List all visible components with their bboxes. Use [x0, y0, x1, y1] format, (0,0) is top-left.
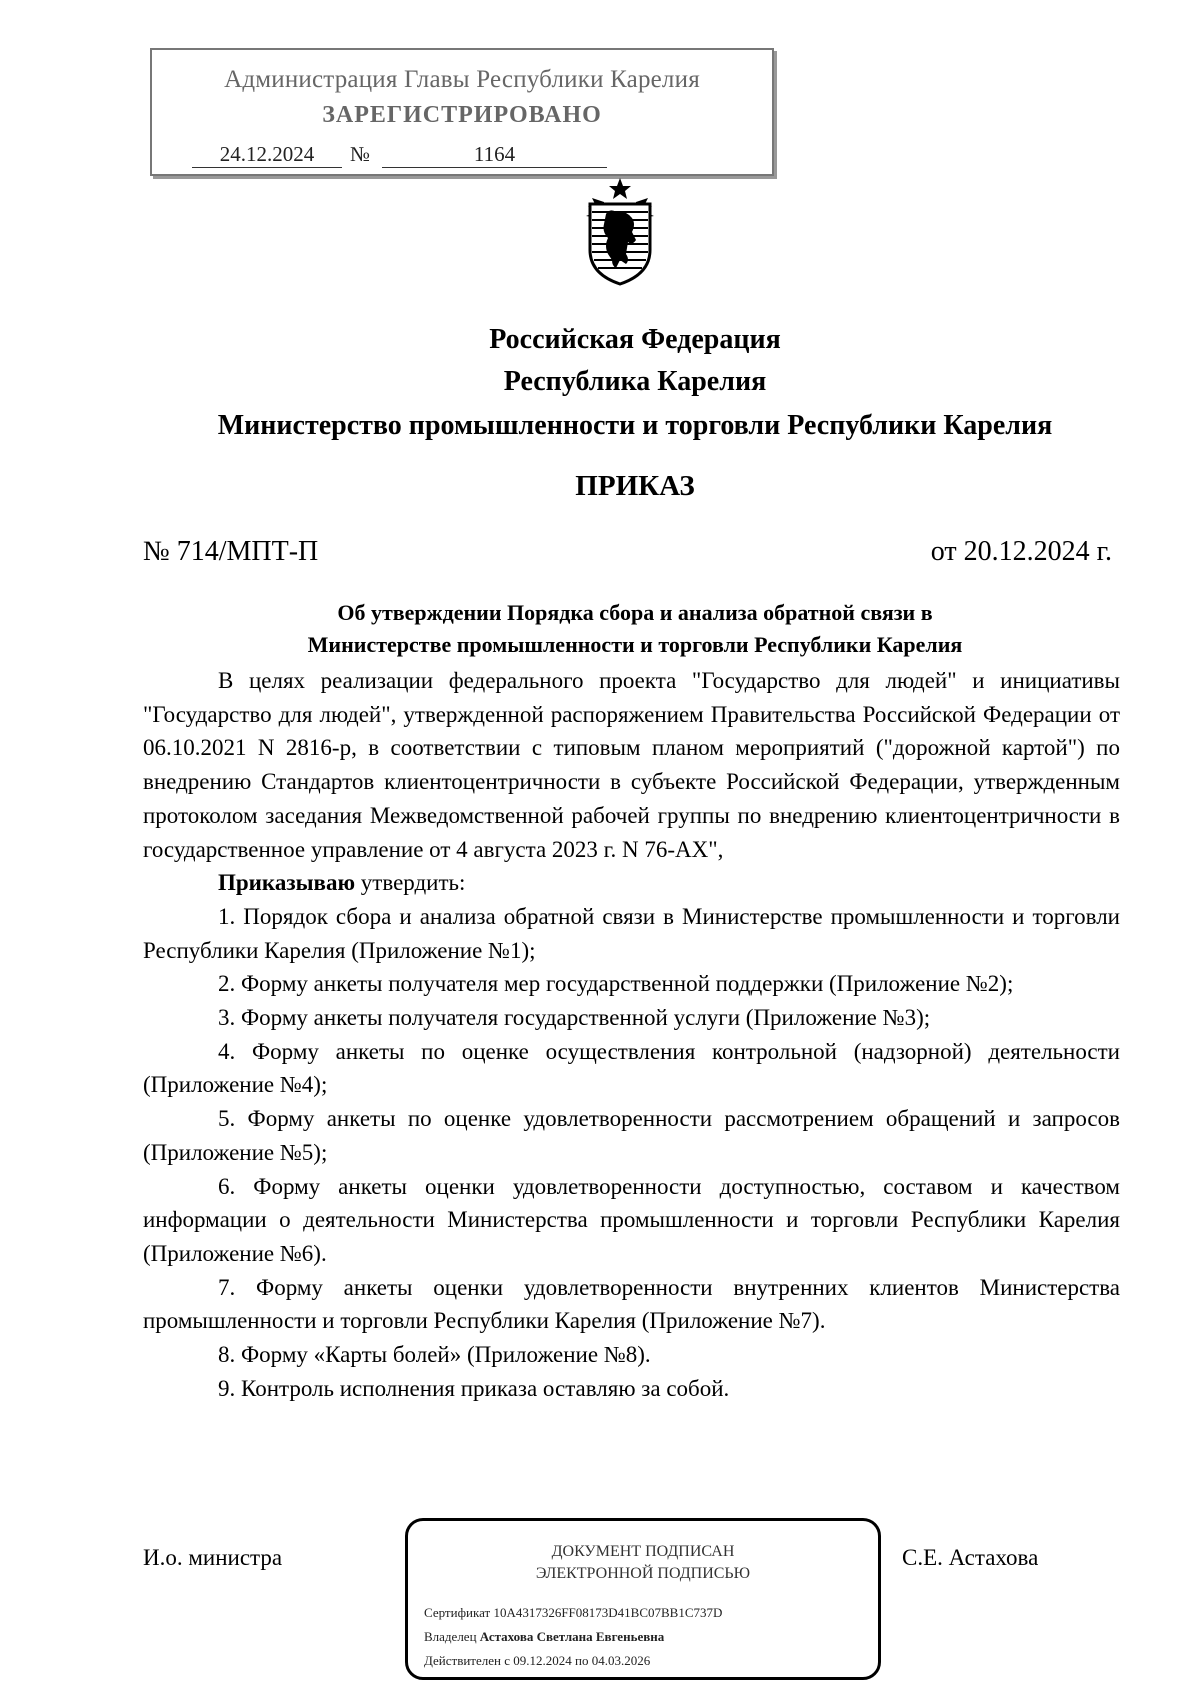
stamp-date: 24.12.2024 — [192, 142, 342, 168]
esig-valid-to-label: по — [575, 1653, 589, 1668]
header-ministry: Министерство промышленности и торговли Республики Карелия — [217, 410, 1053, 441]
esig-cert-value: 10A4317326FF08173D41BC07BB1C737D — [493, 1605, 723, 1620]
esig-valid-from: 09.12.2024 — [513, 1653, 572, 1668]
subject-line-1: Об утверждении Порядка сбора и анализа обратной связи в — [337, 600, 933, 625]
list-item: 9. Контроль исполнения приказа оставляю за собой. — [218, 1375, 730, 1401]
order-verb-paragraph — [143, 866, 1120, 900]
order-date: от 20.12.2024 г. — [930, 536, 1112, 567]
header-region: Республика Карелия — [503, 366, 767, 397]
esig-owner — [424, 1629, 664, 1645]
registration-stamp — [150, 48, 774, 176]
list-item: 7. Форму анкеты оценки удовлетворенности внутренних клиентов Министерства промышленности и торговли Республики Карелия (Приложение №7). — [143, 1274, 1120, 1334]
order-verb: Приказываю — [218, 870, 356, 896]
esig-valid-label: Действителен с — [424, 1653, 510, 1668]
esig-title-1: ДОКУМЕНТ ПОДПИСАН — [551, 1543, 735, 1560]
esig-owner-label: Владелец — [424, 1629, 477, 1644]
list-item: 2. Форму анкеты получателя мер государственной поддержки (Приложение №2); — [218, 971, 1014, 997]
stamp-administration: Администрация Главы Республики Карелия — [224, 66, 700, 93]
list-item: 5. Форму анкеты по оценке удовлетворенности рассмотрением обращений и запросов (Приложение №5); — [143, 1106, 1120, 1165]
signatory-role: И.о. министра — [143, 1545, 283, 1570]
karelia-coat-of-arms-icon — [582, 176, 658, 288]
esig-cert-label: Сертификат — [424, 1605, 491, 1620]
list-item: 4. Форму анкеты по оценке осуществления контрольной (надзорной) деятельности (Приложение №4); — [143, 1038, 1120, 1098]
signatory-name: С.Е. Астахова — [902, 1545, 1039, 1570]
preamble-paragraph: В целях реализации федерального проекта "Государство для людей" и инициативы "Государство для людей", утвержденной распоряжением Правительства Российской Федерации от 06.10.2021 N 2816-р, в соответствии с типовым планом мероприятий ("дорожной картой") по внедрению Стандартов клиентоцентричности в субъекте Российской Федерации, утвержденным протоколом заседания Межведомственной рабочей группы по внедрению клиентоцентричности в государственное управление от 4 августа 2023 г. N 76-АХ", — [143, 668, 1120, 862]
document-body — [143, 664, 1120, 1405]
esig-certificate — [424, 1605, 722, 1621]
document-type: ПРИКАЗ — [575, 470, 695, 502]
esig-valid-to: 04.03.2026 — [591, 1653, 651, 1668]
esig-title-2: ЭЛЕКТРОННОЙ ПОДПИСЬЮ — [535, 1565, 751, 1582]
stamp-number-label: № — [350, 142, 371, 166]
electronic-signature-stamp — [405, 1518, 881, 1680]
esig-owner-value: Астахова Светлана Евгеньевна — [479, 1629, 665, 1644]
stamp-number: 1164 — [382, 142, 607, 168]
list-item: 6. Форму анкеты оценки удовлетворенности доступностью, составом и качеством информации о деятельности Министерства промышленности и торговли Республики Карелия (Приложение №6). — [143, 1173, 1120, 1266]
subject-line-2: Министерстве промышленности и торговли Республики Карелия — [307, 632, 963, 657]
esig-validity — [424, 1653, 650, 1669]
header-country: Российская Федерация — [489, 324, 781, 355]
list-item: 1. Порядок сбора и анализа обратной связи в Министерстве промышленности и торговли Республики Карелия (Приложение №1); — [143, 903, 1120, 963]
order-number: № 714/МПТ-П — [143, 536, 319, 567]
order-verb-rest: утвердить: — [355, 870, 466, 896]
list-item: 8. Форму «Карты болей» (Приложение №8). — [218, 1342, 651, 1368]
stamp-status: ЗАРЕГИСТРИРОВАНО — [322, 102, 602, 128]
list-item: 3. Форму анкеты получателя государственной услуги (Приложение №3); — [218, 1005, 931, 1031]
